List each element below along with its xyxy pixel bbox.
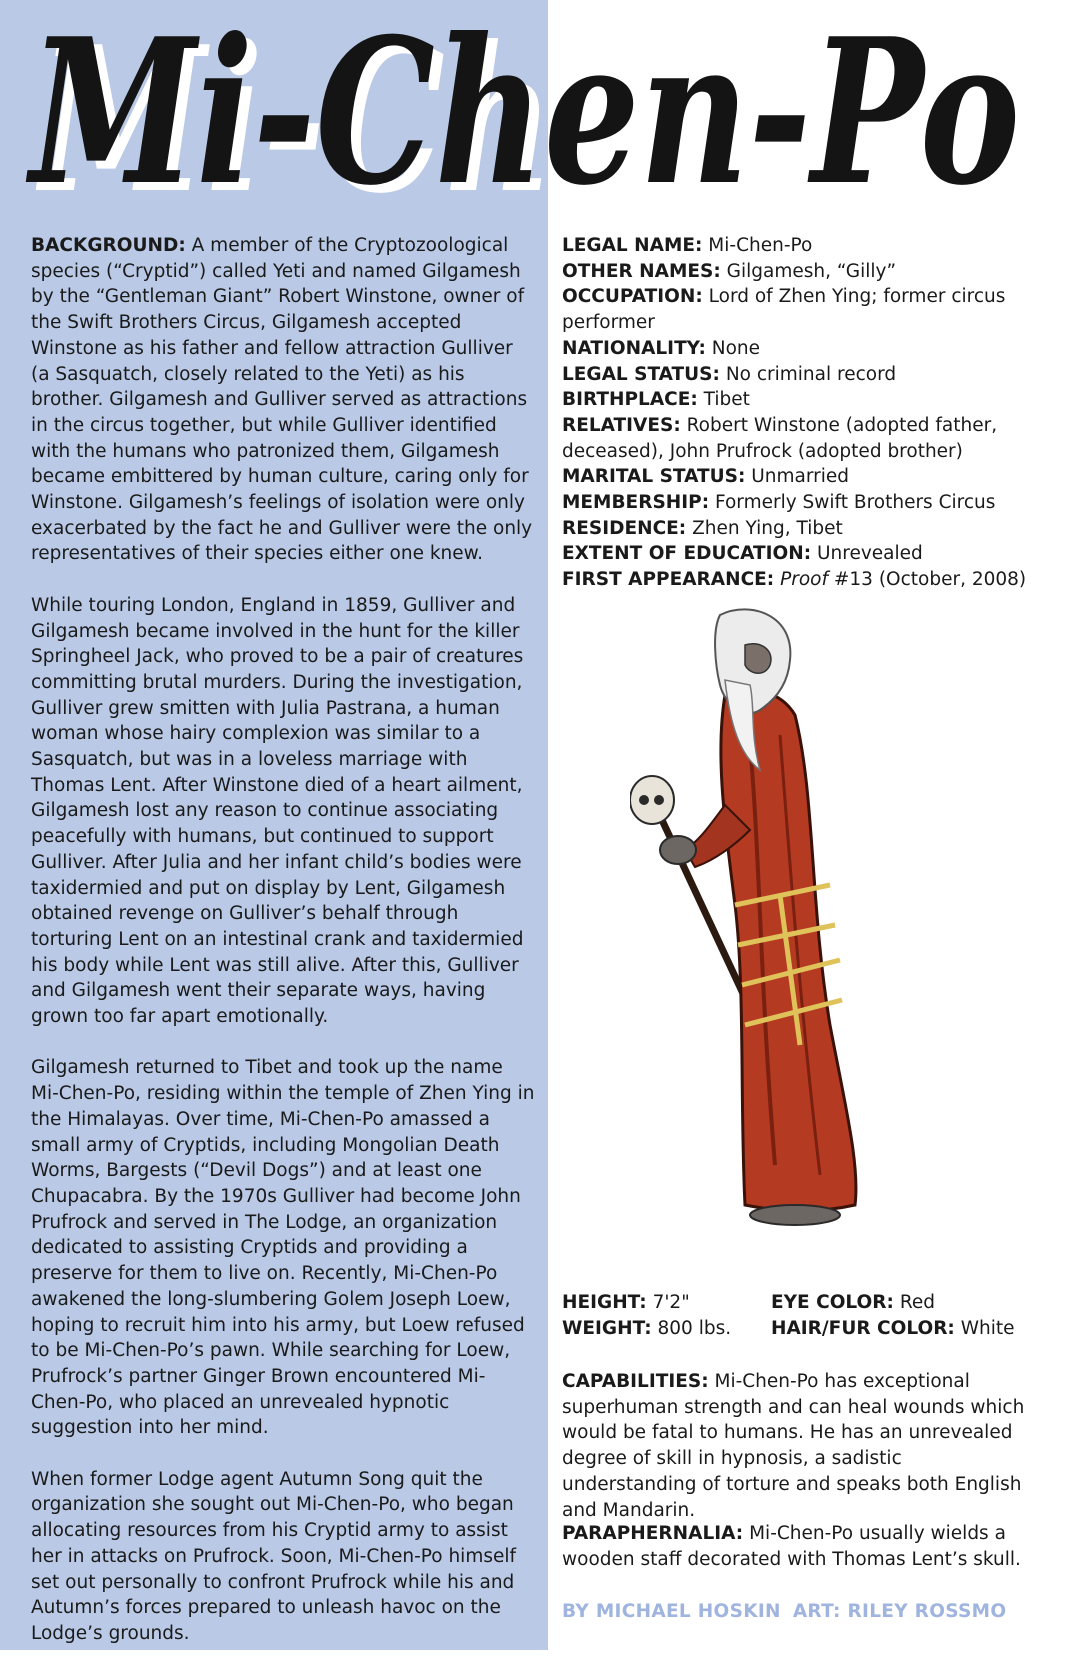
paraphernalia-section bbox=[562, 1521, 1040, 1572]
field-label: RELATIVES: bbox=[562, 414, 681, 436]
profile-row-marital-status bbox=[562, 464, 1057, 490]
title-shadow: Mi-Chen-Po bbox=[35, 3, 1030, 225]
field-label: NATIONALITY: bbox=[562, 337, 706, 359]
capabilities-section bbox=[562, 1369, 1040, 1523]
field-label: FIRST APPEARANCE: bbox=[562, 569, 775, 591]
stat-label: WEIGHT: bbox=[562, 1318, 652, 1339]
credits bbox=[562, 1601, 1062, 1622]
stat-label: HAIR/FUR COLOR: bbox=[771, 1318, 955, 1339]
field-value: Lord of Zhen Ying; former circus performer bbox=[562, 286, 1006, 334]
field-value: Zhen Ying, Tibet bbox=[692, 517, 843, 539]
comic-title: Proof bbox=[780, 569, 829, 591]
field-value: Robert Winstone (adopted father, deceased), John Prufrock (adopted brother) bbox=[562, 414, 998, 462]
profile-row-nationality bbox=[562, 336, 1057, 362]
character-illustration bbox=[630, 605, 910, 1270]
skull-icon bbox=[630, 776, 674, 824]
stat-value: 7'2" bbox=[652, 1292, 690, 1313]
paraphernalia-label: PARAPHERNALIA: bbox=[562, 1523, 744, 1544]
background-paragraph: While touring London, England in 1859, Gulliver and Gilgamesh became involved in the hunt for the killer Springheel Jack, who proved to be a pair of creatures committing brutal murders. During the investigation, Gulliver grew smitten with Julia Pastrana, a human woman whose hairy complexion was similar to a Sasquatch, but was in a loveless marriage with Thomas Lent. After Winstone died of a heart ailment, Gilgamesh lost any reason to continue associating peacefully with humans, but continued to support Gulliver. After Julia and her infant child’s bodies were taxidermied and put on display by Lent, Gilgamesh obtained revenge on Gulliver’s behalf through torturing Lent on an intestinal crank and taxidermied his body while Lent was still alive. After this, Gulliver and Gilgamesh went their separate ways, having grown too far apart emotionally. bbox=[31, 594, 524, 1028]
field-label: MEMBERSHIP: bbox=[562, 492, 710, 514]
stat-height bbox=[562, 1290, 767, 1316]
field-value: Tibet bbox=[703, 389, 750, 411]
background-label: BACKGROUND: bbox=[31, 235, 186, 256]
stat-label: HEIGHT: bbox=[562, 1292, 647, 1313]
stat-hair-color bbox=[771, 1316, 1071, 1342]
stat-value: 800 lbs. bbox=[657, 1318, 732, 1339]
paraphernalia-text: Mi-Chen-Po usually wields a wooden staff decorated with Thomas Lent’s skull. bbox=[562, 1523, 1021, 1570]
field-value: No criminal record bbox=[725, 363, 897, 385]
field-value: Formerly Swift Brothers Circus bbox=[714, 492, 996, 514]
foot-icon bbox=[750, 1205, 840, 1225]
background-paragraph: Gilgamesh returned to Tibet and took up the name Mi-Chen-Po, residing within the temple of Zhen Ying in the Himalayas. Over time, Mi-Chen-Po amassed a small army of Cryptids, including Mongolian Death Worms, Bargests (“Devil Dogs”) and at least one Chupacabra. By the 1970s Gulliver had become John Prufrock and served in The Lodge, an organization dedicated to assisting Cryptids and providing a preserve for them to live on. Recently, Mi-Chen-Po awakened the long-slumbering Golem Joseph Loew, hoping to recruit him into his army, but Loew refused to be Mi-Chen-Po’s pawn. While searching for Loew, Prufrock’s partner Ginger Brown encountered Mi-Chen-Po, who placed an unrevealed hypnotic suggestion into her mind. bbox=[31, 1057, 535, 1439]
field-label: OTHER NAMES: bbox=[562, 260, 721, 282]
field-label: LEGAL STATUS: bbox=[562, 363, 720, 385]
field-label: RESIDENCE: bbox=[562, 517, 687, 539]
field-value: Unmarried bbox=[751, 466, 850, 488]
stat-value: White bbox=[960, 1318, 1015, 1339]
background-text: A member of the Cryptozoological species (“Cryptid”) called Yeti and named Gilgamesh by the “Gentleman Giant” Robert Winstone, owner of the Swift Brothers Circus, Gilgamesh accepted Winstone as his father and fellow attraction Gulliver (a Sasquatch, closely related to the Yeti) as his brother. Gilgamesh and Gulliver served as attractions in the circus together, but while Gulliver identified with the humans who patronized them, Gilgamesh became embittered by human culture, caring only for Winstone. Gilgamesh’s feelings of isolation were only exacerbated by the fact he and Gulliver were the only representatives of their species either one knew. bbox=[31, 235, 533, 565]
artist-credit: ART: RILEY ROSSMO bbox=[792, 1601, 1007, 1622]
profile-row-occupation bbox=[562, 284, 1057, 335]
profile-row-education bbox=[562, 541, 1057, 567]
capabilities-label: CAPABILITIES: bbox=[562, 1371, 709, 1392]
profile-row-birthplace bbox=[562, 387, 1057, 413]
field-value: #13 (October, 2008) bbox=[833, 569, 1027, 591]
profile-row-residence bbox=[562, 516, 1057, 542]
background-section bbox=[31, 233, 536, 1672]
field-value: Mi-Chen-Po bbox=[708, 235, 813, 256]
profile-row-legal-status bbox=[562, 362, 1057, 388]
field-value: None bbox=[711, 337, 761, 359]
field-label: MARITAL STATUS: bbox=[562, 466, 746, 488]
writer-credit: BY MICHAEL HOSKIN bbox=[562, 1601, 781, 1622]
field-value: Unrevealed bbox=[816, 543, 923, 565]
profile-section bbox=[562, 233, 1057, 593]
field-label: OCCUPATION: bbox=[562, 286, 703, 308]
capabilities-text: Mi-Chen-Po has exceptional superhuman strength and can heal wounds which would be fatal to humans. He has an unrevealed degree of skill in hypnosis, a sadistic understanding of torture and speaks both English and Mandarin. bbox=[562, 1371, 1025, 1521]
stat-eye-color bbox=[771, 1290, 1071, 1316]
background-paragraph bbox=[31, 233, 536, 567]
field-label: BIRTHPLACE: bbox=[562, 389, 698, 411]
stats-left bbox=[562, 1290, 767, 1342]
stat-label: EYE COLOR: bbox=[771, 1292, 894, 1313]
field-value: Gilgamesh, “Gilly” bbox=[726, 260, 897, 282]
profile-row-first-appearance bbox=[562, 567, 1057, 593]
field-label: LEGAL NAME: bbox=[562, 235, 703, 256]
page-title bbox=[0, 0, 1074, 225]
field-label: EXTENT OF EDUCATION: bbox=[562, 543, 812, 565]
profile-row-relatives bbox=[562, 413, 1057, 464]
profile-row-membership bbox=[562, 490, 1057, 516]
background-paragraph: When former Lodge agent Autumn Song quit the organization she sought out Mi-Chen-Po, who began allocating resources from his Cryptid army to assist her in attacks on Prufrock. Soon, Mi-Chen-Po himself set out personally to confront Prufrock while his and Autumn’s forces prepared to unleash havoc on the Lodge’s grounds. bbox=[31, 1468, 517, 1644]
profile-row-legal-name bbox=[562, 233, 1057, 259]
title-text: Mi-Chen-Po bbox=[25, 0, 1020, 225]
stat-weight bbox=[562, 1316, 767, 1342]
stats-right bbox=[771, 1290, 1071, 1342]
hand-icon bbox=[660, 836, 696, 864]
profile-row-other-names bbox=[562, 259, 1057, 285]
stat-value: Red bbox=[899, 1292, 935, 1313]
